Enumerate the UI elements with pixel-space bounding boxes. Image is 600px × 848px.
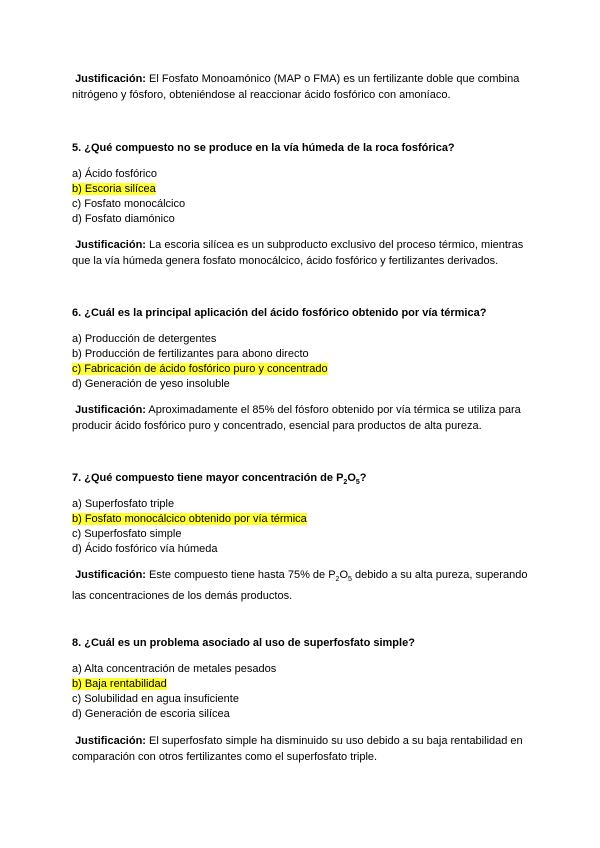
justification-block-4 [72,71,532,103]
question-5 [72,141,532,155]
justification-text [72,237,532,269]
highlighted-answer: b) Fosfato monocálcico obtenido por vía térmica [72,513,307,525]
question-8-options [72,662,532,722]
option-b [72,182,532,197]
highlighted-answer: b) Baja rentabilidad [72,678,167,690]
justification-body: El superfosfato simple ha disminuido su uso debido a su baja rentabilidad en comparación con otros fertilizantes como el superfosfato triple. [72,735,523,763]
question-5-title: 5. ¿Qué compuesto no se produce en la vía húmeda de la roca fosfórica? [72,142,455,154]
option-d: d) Fosfato diamónico [72,213,175,225]
question-6-title: 6. ¿Cuál es la principal aplicación del ácido fosfórico obtenido por vía térmica? [72,307,487,319]
justification-block-7 [72,567,532,604]
justification-text: Justificación: Este compuesto tiene hasta 75% de $P_2O_5$ debido a su alta pureza, superando las concentraciones de los demás productos. [72,569,528,603]
highlighted-answer: b) Escoria silícea [72,183,156,195]
question-7 [72,471,532,490]
option-c: c) Superfosfato simple [72,528,182,540]
option-a: a) Ácido fosfórico [72,168,157,180]
justification-body: La escoria silícea es un subproducto exclusivo del proceso térmico, mientras que la vía húmeda genera fosfato monocálcico, ácido fosfórico y fertilizantes derivados. [72,239,524,267]
option-c: c) Solubilidad en agua insuficiente [72,693,239,705]
justification-label: Justificación: [75,569,146,581]
option-a: a) Superfosfato triple [72,498,175,510]
question-8-title: 8. ¿Cuál es un problema asociado al uso de superfosfato simple? [72,637,415,649]
option-a: a) Alta concentración de metales pesados [72,663,277,675]
justification-block-6 [72,402,532,434]
justification-block-5 [72,237,532,269]
option-d: d) Generación de escoria silícea [72,708,230,720]
option-d: d) Ácido fosfórico vía húmeda [72,543,218,555]
justification-block-8 [72,733,532,765]
justification-label: Justificación: [75,239,146,251]
justification-text [72,733,532,765]
question-6 [72,306,532,320]
option-b [72,677,532,692]
question-8 [72,636,532,650]
justification-body: El Fosfato Monoamónico (MAP o FMA) es un fertilizante doble que combina nitrógeno y fósforo, obteniéndose al reaccionar ácido fosfórico con amoníaco. [72,73,520,101]
option-c: c) Fosfato monocálcico [72,198,186,210]
justification-text [72,402,532,434]
question-7-title: 7. ¿Qué compuesto tiene mayor concentración de $P_2O_5$? [72,472,367,487]
option-b: b) Producción de fertilizantes para abono directo [72,348,309,360]
justification-body: Aproximadamente el 85% del fósforo obtenido por vía térmica se utiliza para producir ácido fosfórico puro y concentrado, esencial para productos de alta pureza. [72,404,521,432]
highlighted-answer: c) Fabricación de ácido fosfórico puro y concentrado [72,363,328,375]
justification-label: Justificación: [75,735,146,747]
justification-text [72,71,532,103]
question-7-options [72,497,532,557]
option-c [72,362,532,377]
option-b [72,512,532,527]
justification-label: Justificación: [75,404,146,416]
option-a: a) Producción de detergentes [72,333,217,345]
option-d: d) Generación de yeso insoluble [72,378,230,390]
justification-label: Justificación: [75,73,146,85]
question-6-options [72,332,532,392]
question-5-options [72,167,532,227]
